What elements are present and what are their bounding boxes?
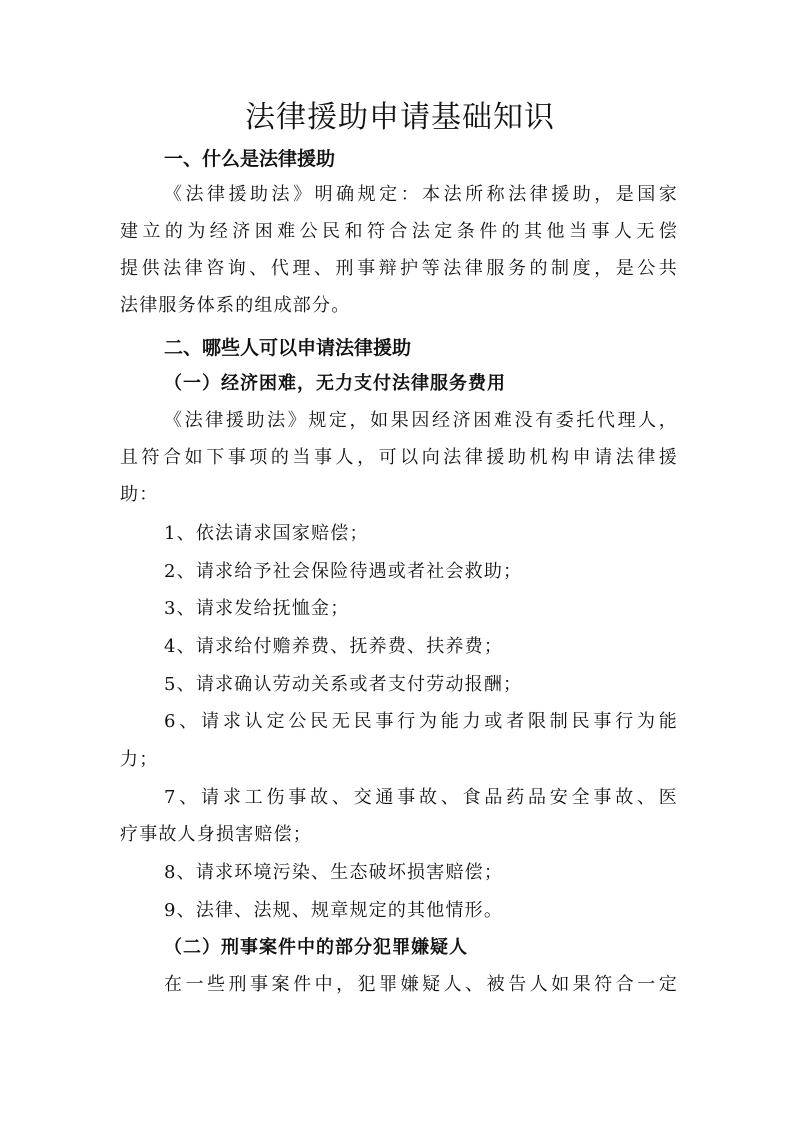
paragraph-line: 《法律援助法》规定，如果因经济困难没有委托代理人， (164, 410, 678, 431)
subsection-heading-economic-difficulty: （一）经济困难，无力支付法律服务费用 (164, 373, 506, 394)
list-item: 4、请求给付赡养费、抚养费、扶养费； (164, 636, 504, 657)
paragraph-line: 且符合如下事项的当事人，可以向法律援助机构申请法律援 (120, 447, 678, 468)
paragraph-line: 助： (120, 484, 159, 505)
list-item-continuation: 疗事故人身损害赔偿； (120, 824, 312, 845)
list-item: 2、请求给予社会保险待遇或者社会救助； (164, 561, 523, 582)
list-item: 1、依法请求国家赔偿； (164, 523, 369, 544)
list-item: 3、请求发给抚恤金； (164, 598, 350, 619)
paragraph-line: 《法律援助法》明确规定：本法所称法律援助，是国家 (164, 184, 678, 205)
document-title: 法律援助申请基础知识 (245, 100, 555, 135)
list-item: 7、请求工伤事故、交通事故、食品药品安全事故、医 (164, 787, 678, 808)
paragraph-line: 在一些刑事案件中，犯罪嫌疑人、被告人如果符合一定 (164, 974, 678, 995)
paragraph-line: 提供法律咨询、代理、刑事辩护等法律服务的制度，是公共 (120, 258, 678, 279)
list-item: 9、法律、法规、规章规定的其他情形。 (164, 900, 504, 921)
paragraph-line: 建立的为经济困难公民和符合法定条件的其他当事人无偿 (120, 221, 678, 242)
paragraph-line: 法律服务体系的组成部分。 (120, 295, 351, 316)
section-heading-what-is-legal-aid: 一、什么是法律援助 (164, 148, 336, 170)
list-item-continuation: 力； (120, 749, 159, 770)
list-item: 8、请求环境污染、生态破坏损害赔偿； (164, 862, 504, 883)
list-item: 5、请求确认劳动关系或者支付劳动报酬； (164, 674, 523, 695)
section-heading-who-can-apply: 二、哪些人可以申请法律援助 (164, 337, 412, 359)
subsection-heading-criminal-suspects: （二）刑事案件中的部分犯罪嫌疑人 (164, 937, 468, 958)
list-item: 6、请求认定公民无民事行为能力或者限制民事行为能 (164, 711, 678, 732)
